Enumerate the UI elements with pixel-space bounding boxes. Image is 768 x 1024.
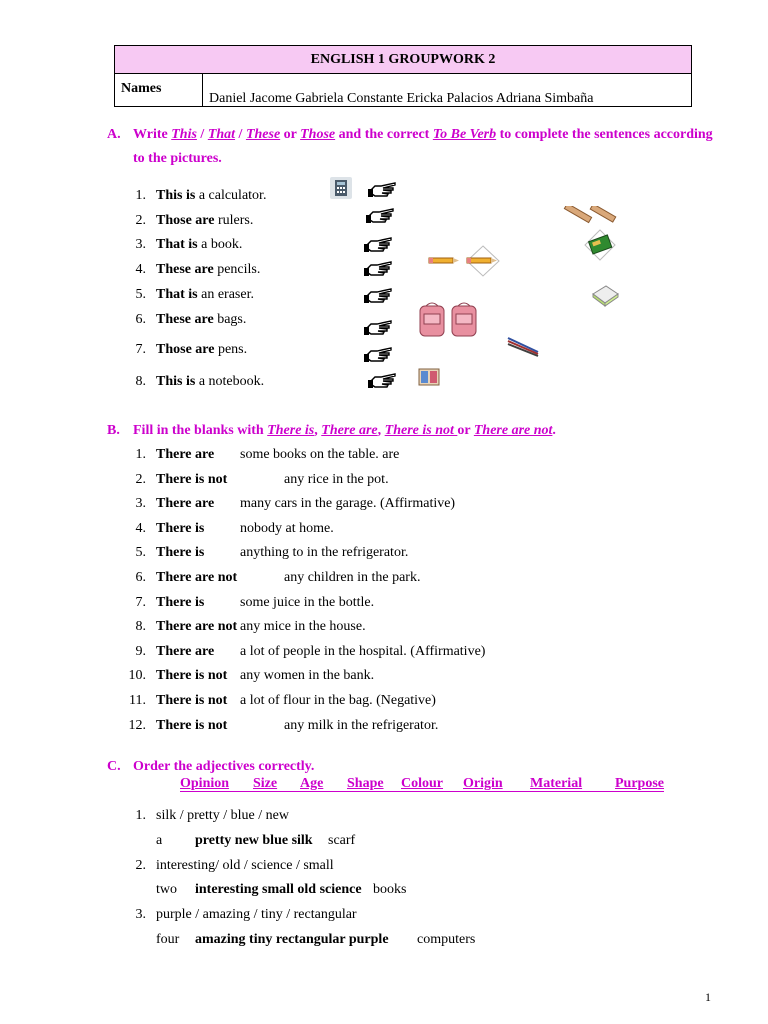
answer-text: There are [156,447,215,462]
article-text: four [156,932,180,947]
item-number: 8. [135,374,146,389]
section-c-title: Order the adjectives correctly. [133,759,315,774]
pens-icon [504,334,542,363]
answer-text: There are [156,643,215,659]
item-text [156,262,260,278]
adjective-category: Opinion [180,776,230,791]
section-a-instruction: Write This / That / These or Those and the correct To Be Verb to complete the sentences according [133,127,713,142]
adjective-category: Colour [401,776,443,791]
adjective-category: Origin [463,776,503,791]
header-table [114,45,692,107]
eraser-icon [590,282,620,313]
pointing-hand-icon [363,345,393,368]
noun-text: scarf [328,833,356,848]
adjective-category: Material [530,776,583,791]
item-number: 3. [135,907,146,922]
item-number: 4. [135,520,146,536]
item-number: 3. [135,496,146,512]
sentence-text: a notebook. [195,374,265,389]
item-number: 2. [135,213,146,228]
item-number: 2. [135,858,146,873]
sentence-text: a lot of people in the hospital. (Affirmative) [240,643,486,659]
item-number: 7. [135,342,146,357]
pointing-hand-icon [367,180,397,203]
answer-text: There is [156,520,205,536]
item-text [156,342,247,358]
item-text [156,287,254,303]
item-number: 8. [135,619,146,635]
sentence-text: any rice in the pot. [284,471,389,487]
adjective-category: Size [253,776,278,791]
section-c-letter: C. [107,759,121,774]
answer-text: These are [156,312,214,327]
sentence-text: rulers. [214,213,254,228]
answer-text: Those are [156,342,215,357]
names-label: Names [115,73,203,106]
answer-text: These are [156,262,214,277]
sentence-text: any children in the park. [284,570,421,585]
item-number: 6. [135,570,146,585]
book-icon [583,228,617,267]
item-number: 12. [128,717,146,733]
item-number: 3. [135,237,146,252]
item-number: 9. [135,643,146,659]
noun-text: books [373,882,407,897]
header-underline [180,791,664,792]
answer-text: amazing tiny rectangular purple [195,932,389,947]
pointing-hand-icon [363,235,393,258]
item-text [156,237,242,253]
answer-text: There is [156,594,205,610]
sentence-text: any mice in the house. [240,619,366,635]
adjective-words: interesting/ old / science / small [156,858,334,873]
item-number: 5. [135,287,146,302]
item-number: 11. [129,693,146,708]
pointing-hand-icon [363,286,393,309]
sentence-text: pens. [214,342,248,357]
bags-icon [417,300,479,343]
worksheet-title: ENGLISH 1 GROUPWORK 2 [115,46,691,74]
answer-text: interesting small old science [195,882,362,897]
answer-text: This is [156,374,196,389]
item-number: 10. [128,668,146,684]
answer-text: That is [156,237,198,252]
answer-text: There are [156,496,215,512]
sentence-text: pencils. [213,262,261,277]
calculator-icon [330,177,352,199]
answer-text: Those are [156,213,215,228]
sentence-text: many cars in the garage. (Affirmative) [240,496,456,512]
item-text [156,312,246,328]
item-number: 2. [135,471,146,487]
sentence-text: any women in the bank. [240,668,375,684]
item-text [156,374,264,390]
noun-text: computers [417,932,476,947]
pointing-hand-icon [363,259,393,282]
sentence-text: a lot of flour in the bag. (Negative) [240,693,436,708]
item-number: 4. [135,262,146,277]
pencils-icon [427,245,501,282]
section-a-instruction-line2: to the pictures. [133,151,222,166]
pointing-hand-icon [365,206,395,229]
section-b-instruction: Fill in the blanks with There is, There are, There is not or There are not. [133,423,556,438]
answer-text: This is [156,188,196,203]
item-number: 5. [135,545,146,561]
sentence-text: a book. [197,237,243,252]
sentence-text: an eraser. [197,287,254,302]
article-text: a [156,833,163,848]
pointing-hand-icon [363,318,393,341]
sentence-text: bags. [213,312,247,327]
notebook-icon [417,367,441,392]
item-number: 1. [135,808,146,823]
sentence-text: some books on the table. are [240,447,400,462]
item-number: 7. [135,594,146,610]
adjective-category: Age [300,776,324,791]
sentence-text: anything to in the refrigerator. [240,545,409,561]
sentence-text: nobody at home. [240,520,334,536]
answer-text: pretty new blue silk [195,833,313,848]
adjective-category: Shape [347,776,384,791]
names-value: Daniel Jacome Gabriela Constante Ericka Palacios Adriana Simbaña [209,91,594,106]
sentence-text: any milk in the refrigerator. [284,717,439,733]
answer-text: There is [156,545,205,561]
adjective-category: Purpose [615,776,664,791]
article-text: two [156,882,177,897]
item-text [156,213,253,229]
answer-text: That is [156,287,198,302]
item-number: 1. [135,188,146,203]
answer-text: There is not [156,471,228,487]
section-a-letter: A. [107,127,121,142]
sentence-text: a calculator. [195,188,267,203]
sentence-text: some juice in the bottle. [240,594,375,610]
adjective-words: purple / amazing / tiny / rectangular [156,907,357,922]
answer-text: There are not [156,619,238,635]
answer-text: There are not [156,570,238,585]
item-text [156,188,266,204]
item-number: 6. [135,312,146,327]
pointing-hand-icon [367,371,397,394]
section-b-letter: B. [107,423,120,438]
answer-text: There is not [156,693,228,708]
item-number: 1. [135,447,146,462]
page-number: 1 [705,990,711,1004]
adjective-words: silk / pretty / blue / new [156,808,289,823]
answer-text: There is not [156,717,228,733]
answer-text: There is not [156,668,228,684]
